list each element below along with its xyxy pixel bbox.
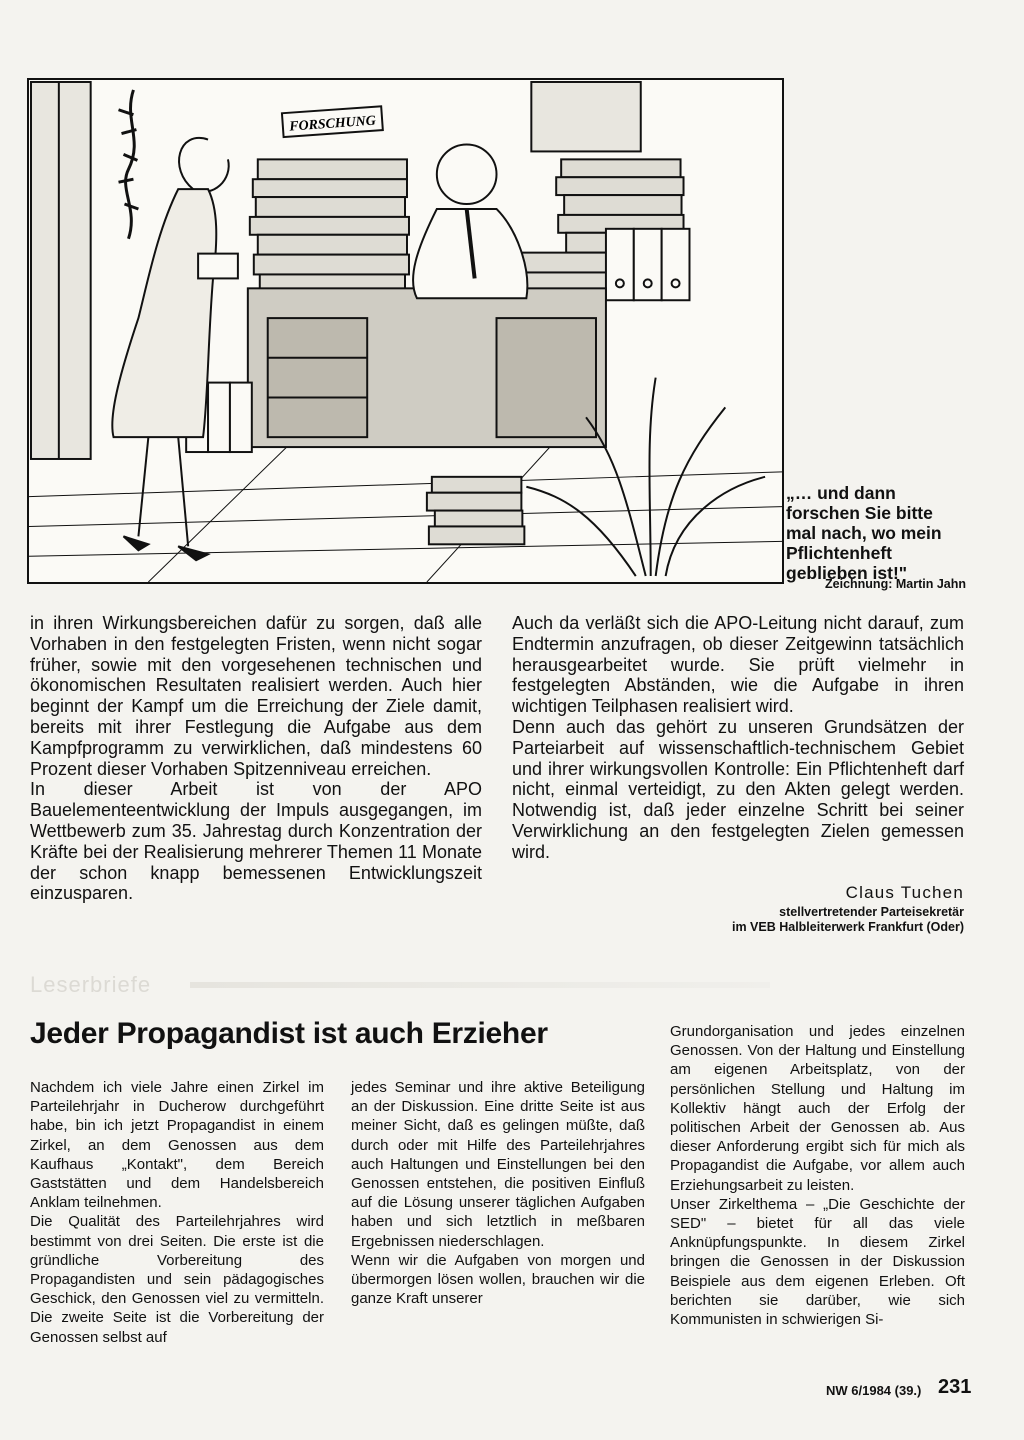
section-divider bbox=[30, 972, 750, 1000]
article1-column-left bbox=[30, 613, 482, 904]
article1-column-right bbox=[512, 613, 964, 863]
cartoon-credit: Zeichnung: Martin Jahn bbox=[825, 577, 966, 591]
cartoon-caption: „… und dann forschen Sie bitte mal nach, wo mein Pflichtenheft geblieben ist!" bbox=[786, 483, 942, 583]
page-number: 231 bbox=[938, 1376, 972, 1398]
article2-column-a bbox=[30, 1078, 324, 1347]
cartoon-drawing bbox=[29, 80, 782, 582]
paragraph: jedes Seminar und ihre aktive Beteiligung an der Diskussion. Eine dritte Seite ist aus meiner Sicht, daß es gelingen müßte, daß durch oder mit Hilfe des Parteilehrjahres auch Haltungen und Einstellungen bei den Genossen entstehen, die positiven Einfluß auf die Lösung unserer täglichen Aufgaben haben und sich letztlich in meßbaren Ergebnissen niederschlagen. bbox=[351, 1079, 645, 1250]
paragraph: Nachdem ich viele Jahre einen Zirkel im Parteilehrjahr in Ducherow durchgeführt habe, bin ich jetzt Propagandist in einem Zirkel, an dem Genossen aus dem Kaufhaus „Kontakt", dem Bereich Gaststätten und dem Handelsbereich Anklam teilnehmen. bbox=[30, 1079, 324, 1212]
forschung-sign: FORSCHUNG bbox=[288, 113, 377, 135]
author-name: Claus Tuchen bbox=[845, 883, 964, 902]
cartoon-illustration bbox=[27, 78, 784, 584]
author-role bbox=[732, 905, 964, 935]
author-role-line: im VEB Halbleiterwerk Frankfurt (Oder) bbox=[731, 920, 964, 934]
paragraph: in ihren Wirkungsbereichen dafür zu sorgen, daß alle Vorhaben in den festgelegten Fristen, wenn nicht sogar früher, sowie mit den vorgesehenen technischen und ökonomischen Resultaten realisiert werden. Auch hier beginnt der Kampf um die Erreichung der Ziele damit, bereits mit ihrer Festlegung die Aufgabe aus dem Kampfprogramm zu verwirklichen, daß mindestens 60 Prozent dieser Vorhaben Spitzenniveau erreichen. bbox=[30, 613, 482, 779]
paragraph: Wenn wir die Aufgaben von morgen und übermorgen lösen wollen, brauchen wir die ganze Kraft unserer bbox=[351, 1251, 645, 1308]
paragraph: Auch da verläßt sich die APO-Leitung nicht darauf, zum Endtermin anzufragen, ob dieser Zeitgewinn tatsächlich herausgearbeitet wurde. Sie prüft vielmehr in festgelegten Abständen, wie die Aufgabe in ihren wichtigen Teilphasen realisiert wird. bbox=[512, 613, 964, 717]
paragraph: Die Qualität des Parteilehrjahres wird bestimmt von drei Seiten. Die erste ist die gründliche Vorbereitung des Propagandisten und sein pädagogisches Geschick, den Genossen viel zu vermitteln. Die zweite Seite ist die Vorbereitung der Genossen selbst auf bbox=[30, 1213, 324, 1346]
article2-headline: Jeder Propagandist ist auch Erzieher bbox=[30, 1017, 548, 1050]
paragraph: Unser Zirkelthema – „Die Geschichte der SED" – bietet für all das viele Anknüpfungspunkte. In diesem Zirkel bringen die Genossen in der Diskussion Beispiele aus dem eigenen Erleben. Oft berichten sie darüber, wie sich Kommunisten in schwierigen Si- bbox=[670, 1195, 965, 1329]
author-role-line: stellvertretender Parteisekretär bbox=[779, 905, 964, 919]
paragraph: In dieser Arbeit ist von der APO Bauelementeentwicklung der Impuls ausgegangen, im Wettbewerb zum 35. Jahrestag durch Konzentration der Kräfte bei der Realisierung mehrerer Themen 11 Monate der schon knapp bemessenen Entwicklungszeit einzusparen. bbox=[30, 779, 482, 904]
article2-column-b bbox=[351, 1078, 645, 1308]
section-label: Leserbriefe bbox=[30, 972, 152, 997]
paragraph: Grundorganisation und jedes einzelnen Genossen. Von der Haltung und Einstellung am eigenen Arbeitsplatz, von der persönlichen Stellung und Haltung im Kollektiv hängt auch der Erfolg der politischen Arbeit der Genossen ab. Aus dieser Anforderung ergibt sich für mich als Propagandist die Aufgabe, vor allem auch Erziehungsarbeit zu leisten. bbox=[670, 1023, 965, 1194]
section-rule bbox=[190, 982, 770, 988]
paragraph: Denn auch das gehört zu unseren Grundsätzen der Parteiarbeit auf wissenschaftlich-technischem Gebiet und ihrer wirkungsvollen Kontrolle: Ein Pflichtenheft darf nicht, einmal verteidigt, zu den Akten gelegt werden. Notwendig ist, daß jeder einzelne Schritt bei seiner Verwirklichung an den festgelegten Zielen gemessen wird. bbox=[512, 716, 964, 862]
issue-number: NW 6/1984 (39.) bbox=[826, 1383, 922, 1398]
article2-column-c bbox=[670, 1022, 965, 1329]
